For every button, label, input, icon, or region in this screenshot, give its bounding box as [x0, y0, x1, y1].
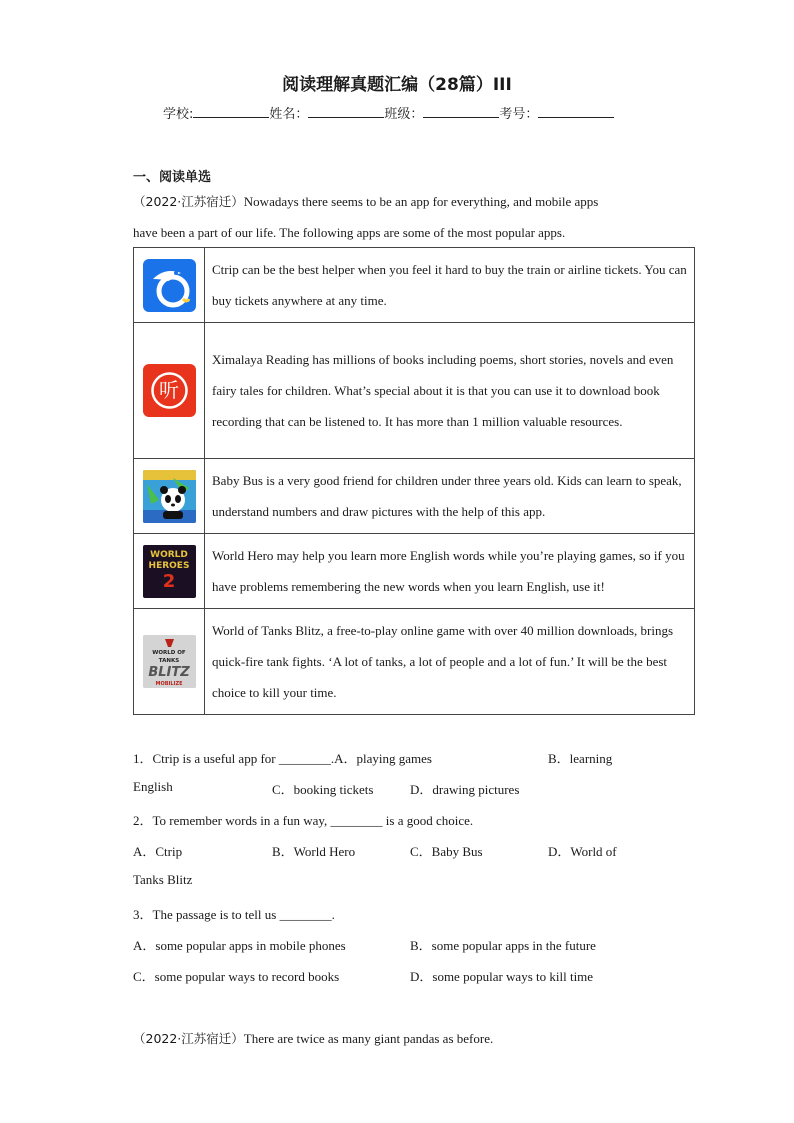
world-of-tanks-icon	[143, 635, 196, 688]
table-row	[134, 248, 695, 323]
question-1	[133, 748, 432, 767]
dolphin-icon	[143, 259, 196, 312]
q1-option-a[interactable]: A．playing games	[334, 751, 432, 766]
icon-cell	[134, 459, 205, 534]
q3-option-a[interactable]: A．some popular apps in mobile phones	[133, 938, 346, 953]
name-blank	[308, 104, 384, 118]
school-blank	[193, 104, 269, 118]
q2-option-d[interactable]: D．World of	[548, 844, 617, 859]
q3-option-c[interactable]: C．some popular ways to record books	[133, 969, 340, 984]
passage1-intro	[133, 186, 663, 248]
page-title: 阅读理解真题汇编（28篇）III	[282, 75, 512, 95]
table-row	[134, 609, 695, 715]
icon-cell	[134, 248, 205, 323]
passage1-line2: have been a part of our life. The following apps are some of the most popular apps.	[133, 225, 566, 240]
icon-cell	[134, 323, 205, 459]
apps-table	[133, 247, 695, 715]
q2-option-c[interactable]: C．Baby Bus	[410, 844, 483, 859]
world-of-tanks-icon-text: WORLD OF TANKS BLITZ MOBILIZE	[148, 650, 190, 687]
app-description-world-hero: World Hero may help you learn more English words while you’re playing games, so if you have problems remembering the new words when you learn English, use it!	[205, 534, 695, 609]
q1-option-b-continued: English	[133, 779, 173, 794]
name-label: 姓名：	[269, 107, 309, 122]
q2-option-d-continued: Tanks Blitz	[133, 872, 193, 887]
class-label: 班级：	[384, 107, 424, 122]
passage2-text: There are twice as many giant pandas as before.	[243, 1031, 494, 1046]
q3-option-d[interactable]: D．some popular ways to kill time	[410, 969, 594, 984]
q1-option-b[interactable]: B．learning	[548, 751, 613, 766]
app-description-ctrip: Ctrip can be the best helper when you feel it hard to buy the train or airline tickets. You can buy tickets anywhere at any time.	[205, 248, 695, 323]
panda-icon	[143, 470, 196, 523]
student-info-line	[163, 103, 614, 122]
listen-icon	[143, 364, 196, 417]
app-description-baby-bus: Baby Bus is a very good friend for children under three years old. Kids can learn to speak, understand numbers and draw pictures with the help of this app.	[205, 459, 695, 534]
class-blank	[423, 104, 499, 118]
table-row	[134, 459, 695, 534]
listen-icon-glyph: 听	[159, 378, 179, 402]
table-row	[134, 323, 695, 459]
passage1-line1: （2022·江苏宿迁）Nowadays there seems to be an app for everything, and mobile apps	[133, 194, 599, 209]
passage2-source: （2022·江苏宿迁）	[133, 1031, 244, 1046]
q2-option-b[interactable]: B．World Hero	[272, 844, 356, 859]
icon-cell	[134, 609, 205, 715]
question-3-stem: 3．The passage is to tell us ________.	[133, 907, 335, 922]
question-2-stem: 2．To remember words in a fun way, ________ is a good choice.	[133, 813, 474, 828]
icon-cell	[134, 534, 205, 609]
school-label: 学校:	[163, 107, 194, 122]
question-1-stem: 1．Ctrip is a useful app for ________.	[133, 751, 335, 766]
passage1-source: （2022·江苏宿迁）	[133, 194, 244, 209]
app-description-world-of-tanks: World of Tanks Blitz, a free-to-play online game with over 40 million downloads, brings quick-fire tank fights. ‘A lot of tanks, a lot of people and a lot of fun.’ It will be the best choice to kill your time.	[205, 609, 695, 715]
q1-option-d[interactable]: D．drawing pictures	[410, 782, 520, 797]
world-heroes-icon	[143, 545, 196, 598]
world-heroes-icon-text: WORLD HEROES 2	[148, 549, 190, 592]
passage2-intro	[133, 1029, 493, 1047]
exam-no-label: 考号：	[499, 107, 539, 122]
q1-option-c[interactable]: C．booking tickets	[272, 782, 374, 797]
q2-option-a[interactable]: A．Ctrip	[133, 844, 183, 859]
table-row	[134, 534, 695, 609]
section-heading: 一、阅读单选	[133, 170, 212, 185]
app-description-ximalaya: Ximalaya Reading has millions of books including poems, short stories, novels and even fairy tales for children. What’s special about it is that you can use it to download book recording that can be listened to. It has more than 1 million valuable resources.	[205, 323, 695, 459]
exam-no-blank	[538, 104, 614, 118]
q3-option-b[interactable]: B．some popular apps in the future	[410, 938, 596, 953]
